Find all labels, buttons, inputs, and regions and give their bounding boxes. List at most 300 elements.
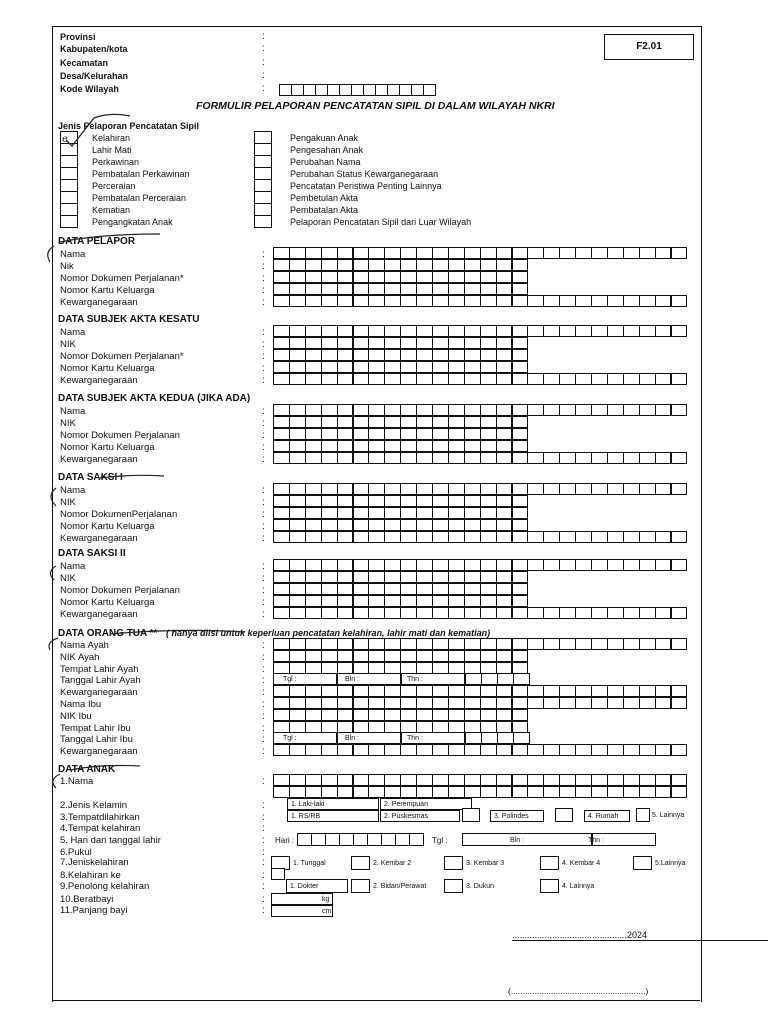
input-cell[interactable] xyxy=(607,404,624,416)
input-cell[interactable] xyxy=(591,295,608,307)
input-cell[interactable] xyxy=(289,337,306,349)
input-cell[interactable] xyxy=(400,259,417,271)
input-cell[interactable] xyxy=(305,595,322,607)
input-cell[interactable] xyxy=(321,721,338,733)
input-cell[interactable] xyxy=(464,786,481,798)
input-cell[interactable] xyxy=(512,495,529,507)
input-cell[interactable] xyxy=(337,607,354,619)
input-cell[interactable] xyxy=(305,774,322,786)
input-cell[interactable] xyxy=(512,559,529,571)
input-cell[interactable] xyxy=(607,786,624,798)
option-checkbox[interactable] xyxy=(555,808,573,822)
input-cell[interactable] xyxy=(305,507,322,519)
input-cell[interactable] xyxy=(591,404,608,416)
input-cell[interactable] xyxy=(464,283,481,295)
input-cell[interactable] xyxy=(432,744,449,756)
input-cell[interactable] xyxy=(480,259,497,271)
input-cell[interactable] xyxy=(353,247,370,259)
input-cell[interactable] xyxy=(416,531,433,543)
input-cell[interactable] xyxy=(384,583,401,595)
input-cell[interactable] xyxy=(432,531,449,543)
input-cell[interactable] xyxy=(273,650,290,662)
input-cell[interactable] xyxy=(559,325,576,337)
jenis-checkbox[interactable] xyxy=(60,215,78,228)
input-cell[interactable] xyxy=(353,559,370,571)
input-cell[interactable] xyxy=(400,428,417,440)
input-cell[interactable] xyxy=(273,295,290,307)
input-cell[interactable] xyxy=(337,337,354,349)
input-cell[interactable] xyxy=(289,571,306,583)
input-cell[interactable] xyxy=(400,283,417,295)
input-cell[interactable] xyxy=(671,638,688,650)
input-cell[interactable] xyxy=(464,495,481,507)
input-cell[interactable] xyxy=(384,709,401,721)
input-cell[interactable] xyxy=(512,247,529,259)
input-cell[interactable] xyxy=(480,709,497,721)
input-cell[interactable] xyxy=(321,697,338,709)
input-cell[interactable] xyxy=(448,495,465,507)
input-cell[interactable] xyxy=(321,559,338,571)
input-cell[interactable] xyxy=(337,650,354,662)
input-cell[interactable] xyxy=(497,673,514,685)
input-cell[interactable] xyxy=(639,638,656,650)
input-cell[interactable] xyxy=(289,583,306,595)
input-cell[interactable] xyxy=(639,607,656,619)
input-cell[interactable] xyxy=(305,697,322,709)
input-cell[interactable] xyxy=(607,531,624,543)
input-cell[interactable] xyxy=(289,607,306,619)
input-cell[interactable] xyxy=(575,295,592,307)
input-cell[interactable] xyxy=(513,732,530,744)
input-cell[interactable] xyxy=(384,685,401,697)
input-cell[interactable] xyxy=(543,744,560,756)
input-cell[interactable] xyxy=(368,519,385,531)
input-cell[interactable] xyxy=(416,583,433,595)
input-cell[interactable] xyxy=(416,571,433,583)
input-cell[interactable] xyxy=(512,531,529,543)
input-cell[interactable] xyxy=(464,416,481,428)
input-cell[interactable] xyxy=(448,440,465,452)
input-cell[interactable] xyxy=(395,833,410,846)
input-cell[interactable] xyxy=(671,483,688,495)
input-cell[interactable] xyxy=(655,452,672,464)
input-cell[interactable] xyxy=(512,428,529,440)
input-cell[interactable] xyxy=(321,685,338,697)
input-cell[interactable] xyxy=(432,559,449,571)
input-cell[interactable] xyxy=(464,507,481,519)
input-cell[interactable] xyxy=(416,697,433,709)
input-cell[interactable] xyxy=(321,416,338,428)
input-cell[interactable] xyxy=(321,650,338,662)
input-cell[interactable] xyxy=(591,685,608,697)
input-cell[interactable] xyxy=(305,337,322,349)
option-checkbox[interactable] xyxy=(633,856,652,870)
input-cell[interactable] xyxy=(464,559,481,571)
input-cell[interactable] xyxy=(559,607,576,619)
input-cell[interactable] xyxy=(575,744,592,756)
input-cell[interactable] xyxy=(575,373,592,385)
input-cell[interactable] xyxy=(496,774,513,786)
input-cell[interactable] xyxy=(273,483,290,495)
input-cell[interactable] xyxy=(480,721,497,733)
input-cell[interactable] xyxy=(353,373,370,385)
input-cell[interactable] xyxy=(337,416,354,428)
input-cell[interactable] xyxy=(368,349,385,361)
input-cell[interactable] xyxy=(448,373,465,385)
input-cell[interactable] xyxy=(400,404,417,416)
input-cell[interactable] xyxy=(416,283,433,295)
option-checkbox[interactable] xyxy=(462,808,480,822)
input-cell[interactable] xyxy=(591,607,608,619)
input-cell[interactable] xyxy=(305,404,322,416)
input-cell[interactable] xyxy=(655,786,672,798)
input-cell[interactable] xyxy=(337,744,354,756)
input-cell[interactable] xyxy=(368,650,385,662)
input-cell[interactable] xyxy=(384,519,401,531)
input-cell[interactable] xyxy=(273,559,290,571)
input-cell[interactable] xyxy=(416,361,433,373)
input-cell[interactable] xyxy=(416,416,433,428)
input-cell[interactable] xyxy=(368,271,385,283)
input-cell[interactable] xyxy=(337,638,354,650)
input-cell[interactable] xyxy=(368,373,385,385)
input-cell[interactable] xyxy=(496,650,513,662)
input-cell[interactable] xyxy=(464,271,481,283)
input-cell[interactable] xyxy=(655,607,672,619)
input-cell[interactable] xyxy=(416,295,433,307)
input-cell[interactable] xyxy=(448,416,465,428)
input-cell[interactable] xyxy=(273,337,290,349)
input-cell[interactable] xyxy=(321,531,338,543)
input-cell[interactable] xyxy=(305,786,322,798)
input-cell[interactable] xyxy=(543,559,560,571)
input-cell[interactable] xyxy=(400,638,417,650)
input-cell[interactable] xyxy=(400,349,417,361)
input-cell[interactable] xyxy=(337,247,354,259)
input-cell[interactable] xyxy=(289,259,306,271)
input-cell[interactable] xyxy=(368,571,385,583)
input-cell[interactable] xyxy=(591,531,608,543)
input-cell[interactable] xyxy=(527,774,544,786)
input-cell[interactable] xyxy=(496,295,513,307)
input-cell[interactable] xyxy=(464,247,481,259)
input-cell[interactable] xyxy=(297,833,312,846)
input-cell[interactable] xyxy=(368,483,385,495)
input-cell[interactable] xyxy=(305,650,322,662)
input-cell[interactable] xyxy=(273,697,290,709)
date-box[interactable] xyxy=(462,833,592,846)
input-cell[interactable] xyxy=(384,452,401,464)
input-cell[interactable] xyxy=(527,531,544,543)
input-cell[interactable] xyxy=(639,559,656,571)
input-cell[interactable] xyxy=(448,685,465,697)
input-cell[interactable] xyxy=(480,697,497,709)
input-cell[interactable] xyxy=(321,259,338,271)
input-cell[interactable] xyxy=(496,416,513,428)
input-cell[interactable] xyxy=(480,452,497,464)
input-cell[interactable] xyxy=(512,519,529,531)
input-cell[interactable] xyxy=(432,774,449,786)
input-cell[interactable] xyxy=(655,531,672,543)
input-cell[interactable] xyxy=(448,531,465,543)
input-cell[interactable] xyxy=(368,452,385,464)
input-cell[interactable] xyxy=(655,404,672,416)
input-cell[interactable] xyxy=(384,283,401,295)
input-cell[interactable] xyxy=(273,416,290,428)
input-cell[interactable] xyxy=(623,638,640,650)
input-cell[interactable] xyxy=(337,531,354,543)
input-cell[interactable] xyxy=(480,571,497,583)
input-cell[interactable] xyxy=(496,325,513,337)
input-cell[interactable] xyxy=(527,685,544,697)
input-cell[interactable] xyxy=(512,685,529,697)
input-cell[interactable] xyxy=(400,559,417,571)
input-cell[interactable] xyxy=(416,709,433,721)
input-cell[interactable] xyxy=(305,638,322,650)
input-cell[interactable] xyxy=(337,361,354,373)
input-cell[interactable] xyxy=(337,271,354,283)
input-cell[interactable] xyxy=(639,373,656,385)
input-cell[interactable] xyxy=(337,709,354,721)
input-cell[interactable] xyxy=(384,571,401,583)
input-cell[interactable] xyxy=(639,531,656,543)
input-cell[interactable] xyxy=(353,519,370,531)
input-cell[interactable] xyxy=(353,833,368,846)
input-cell[interactable] xyxy=(353,440,370,452)
input-cell[interactable] xyxy=(321,495,338,507)
input-cell[interactable] xyxy=(273,709,290,721)
input-cell[interactable] xyxy=(512,295,529,307)
input-cell[interactable] xyxy=(321,774,338,786)
input-cell[interactable] xyxy=(353,638,370,650)
input-cell[interactable] xyxy=(305,247,322,259)
input-cell[interactable] xyxy=(384,483,401,495)
input-cell[interactable] xyxy=(353,744,370,756)
input-cell[interactable] xyxy=(289,786,306,798)
input-cell[interactable] xyxy=(671,744,688,756)
input-cell[interactable] xyxy=(464,744,481,756)
option-checkbox[interactable] xyxy=(351,879,370,893)
input-cell[interactable] xyxy=(321,373,338,385)
input-cell[interactable] xyxy=(305,709,322,721)
input-cell[interactable] xyxy=(591,247,608,259)
input-cell[interactable] xyxy=(527,483,544,495)
input-cell[interactable] xyxy=(384,416,401,428)
input-cell[interactable] xyxy=(448,337,465,349)
input-cell[interactable] xyxy=(432,595,449,607)
input-cell[interactable] xyxy=(416,373,433,385)
input-cell[interactable] xyxy=(400,721,417,733)
input-cell[interactable] xyxy=(400,337,417,349)
input-cell[interactable] xyxy=(432,349,449,361)
input-cell[interactable] xyxy=(321,452,338,464)
input-cell[interactable] xyxy=(448,507,465,519)
input-cell[interactable] xyxy=(432,428,449,440)
input-cell[interactable] xyxy=(480,295,497,307)
input-cell[interactable] xyxy=(311,833,326,846)
input-cell[interactable] xyxy=(496,583,513,595)
input-cell[interactable] xyxy=(575,607,592,619)
input-cell[interactable] xyxy=(305,571,322,583)
input-cell[interactable] xyxy=(289,531,306,543)
input-cell[interactable] xyxy=(527,638,544,650)
input-cell[interactable] xyxy=(559,404,576,416)
input-cell[interactable] xyxy=(464,650,481,662)
input-cell[interactable] xyxy=(353,595,370,607)
input-cell[interactable] xyxy=(671,607,688,619)
input-cell[interactable] xyxy=(289,295,306,307)
input-cell[interactable] xyxy=(337,295,354,307)
input-cell[interactable] xyxy=(289,247,306,259)
input-cell[interactable] xyxy=(527,697,544,709)
input-cell[interactable] xyxy=(305,495,322,507)
input-cell[interactable] xyxy=(527,373,544,385)
input-cell[interactable] xyxy=(400,774,417,786)
input-cell[interactable] xyxy=(273,259,290,271)
input-cell[interactable] xyxy=(480,416,497,428)
input-cell[interactable] xyxy=(416,721,433,733)
input-cell[interactable] xyxy=(543,607,560,619)
input-cell[interactable] xyxy=(289,507,306,519)
input-cell[interactable] xyxy=(543,373,560,385)
input-cell[interactable] xyxy=(559,247,576,259)
input-cell[interactable] xyxy=(464,428,481,440)
input-cell[interactable] xyxy=(353,337,370,349)
input-cell[interactable] xyxy=(384,786,401,798)
input-cell[interactable] xyxy=(480,440,497,452)
input-cell[interactable] xyxy=(448,271,465,283)
input-cell[interactable] xyxy=(400,709,417,721)
input-cell[interactable] xyxy=(464,774,481,786)
input-cell[interactable] xyxy=(496,452,513,464)
input-cell[interactable] xyxy=(448,361,465,373)
input-cell[interactable] xyxy=(353,325,370,337)
input-cell[interactable] xyxy=(512,774,529,786)
input-cell[interactable] xyxy=(591,325,608,337)
input-cell[interactable] xyxy=(623,325,640,337)
input-cell[interactable] xyxy=(273,283,290,295)
input-cell[interactable] xyxy=(321,349,338,361)
input-cell[interactable] xyxy=(368,786,385,798)
input-cell[interactable] xyxy=(543,295,560,307)
input-cell[interactable] xyxy=(289,325,306,337)
input-cell[interactable] xyxy=(496,404,513,416)
input-cell[interactable] xyxy=(543,774,560,786)
input-cell[interactable] xyxy=(289,283,306,295)
input-cell[interactable] xyxy=(337,559,354,571)
input-cell[interactable] xyxy=(305,440,322,452)
input-cell[interactable] xyxy=(400,416,417,428)
input-cell[interactable] xyxy=(353,531,370,543)
input-cell[interactable] xyxy=(655,325,672,337)
input-cell[interactable] xyxy=(448,662,465,674)
input-cell[interactable] xyxy=(416,650,433,662)
input-cell[interactable] xyxy=(480,774,497,786)
input-cell[interactable] xyxy=(273,595,290,607)
input-cell[interactable] xyxy=(671,685,688,697)
jenis-checkbox[interactable] xyxy=(254,215,272,228)
input-cell[interactable] xyxy=(607,325,624,337)
input-cell[interactable] xyxy=(512,325,529,337)
input-cell[interactable] xyxy=(496,531,513,543)
input-cell[interactable] xyxy=(305,373,322,385)
input-cell[interactable] xyxy=(273,571,290,583)
input-cell[interactable] xyxy=(384,744,401,756)
input-cell[interactable] xyxy=(400,583,417,595)
input-cell[interactable] xyxy=(432,583,449,595)
input-cell[interactable] xyxy=(464,583,481,595)
input-cell[interactable] xyxy=(512,361,529,373)
input-cell[interactable] xyxy=(289,709,306,721)
input-cell[interactable] xyxy=(432,283,449,295)
input-cell[interactable] xyxy=(305,559,322,571)
input-cell[interactable] xyxy=(305,607,322,619)
input-cell[interactable] xyxy=(480,483,497,495)
input-cell[interactable] xyxy=(432,662,449,674)
input-cell[interactable] xyxy=(480,519,497,531)
input-cell[interactable] xyxy=(353,583,370,595)
input-cell[interactable] xyxy=(321,607,338,619)
input-cell[interactable] xyxy=(639,697,656,709)
input-cell[interactable] xyxy=(464,337,481,349)
input-cell[interactable] xyxy=(289,271,306,283)
input-cell[interactable] xyxy=(671,373,688,385)
input-cell[interactable] xyxy=(512,349,529,361)
input-cell[interactable] xyxy=(353,416,370,428)
input-cell[interactable] xyxy=(496,271,513,283)
input-cell[interactable] xyxy=(559,483,576,495)
input-cell[interactable] xyxy=(607,373,624,385)
input-cell[interactable] xyxy=(448,744,465,756)
input-cell[interactable] xyxy=(464,259,481,271)
input-cell[interactable] xyxy=(400,247,417,259)
input-cell[interactable] xyxy=(321,247,338,259)
input-cell[interactable] xyxy=(543,404,560,416)
input-cell[interactable] xyxy=(623,452,640,464)
input-cell[interactable] xyxy=(305,361,322,373)
input-cell[interactable] xyxy=(368,247,385,259)
input-cell[interactable] xyxy=(512,721,529,733)
input-cell[interactable] xyxy=(353,428,370,440)
input-cell[interactable] xyxy=(321,295,338,307)
input-cell[interactable] xyxy=(289,774,306,786)
input-cell[interactable] xyxy=(305,271,322,283)
input-cell[interactable] xyxy=(527,452,544,464)
input-cell[interactable] xyxy=(432,295,449,307)
input-cell[interactable] xyxy=(527,744,544,756)
input-cell[interactable] xyxy=(321,325,338,337)
input-cell[interactable] xyxy=(337,325,354,337)
input-cell[interactable] xyxy=(543,685,560,697)
input-cell[interactable] xyxy=(368,697,385,709)
input-cell[interactable] xyxy=(416,259,433,271)
input-cell[interactable] xyxy=(480,283,497,295)
input-cell[interactable] xyxy=(527,404,544,416)
input-cell[interactable] xyxy=(353,404,370,416)
input-cell[interactable] xyxy=(512,786,529,798)
input-cell[interactable] xyxy=(337,483,354,495)
input-cell[interactable] xyxy=(527,786,544,798)
input-cell[interactable] xyxy=(480,247,497,259)
input-cell[interactable] xyxy=(416,786,433,798)
input-cell[interactable] xyxy=(448,283,465,295)
input-cell[interactable] xyxy=(559,531,576,543)
input-cell[interactable] xyxy=(368,774,385,786)
option-checkbox[interactable] xyxy=(444,879,463,893)
input-cell[interactable] xyxy=(671,531,688,543)
input-cell[interactable] xyxy=(289,638,306,650)
input-cell[interactable] xyxy=(368,428,385,440)
